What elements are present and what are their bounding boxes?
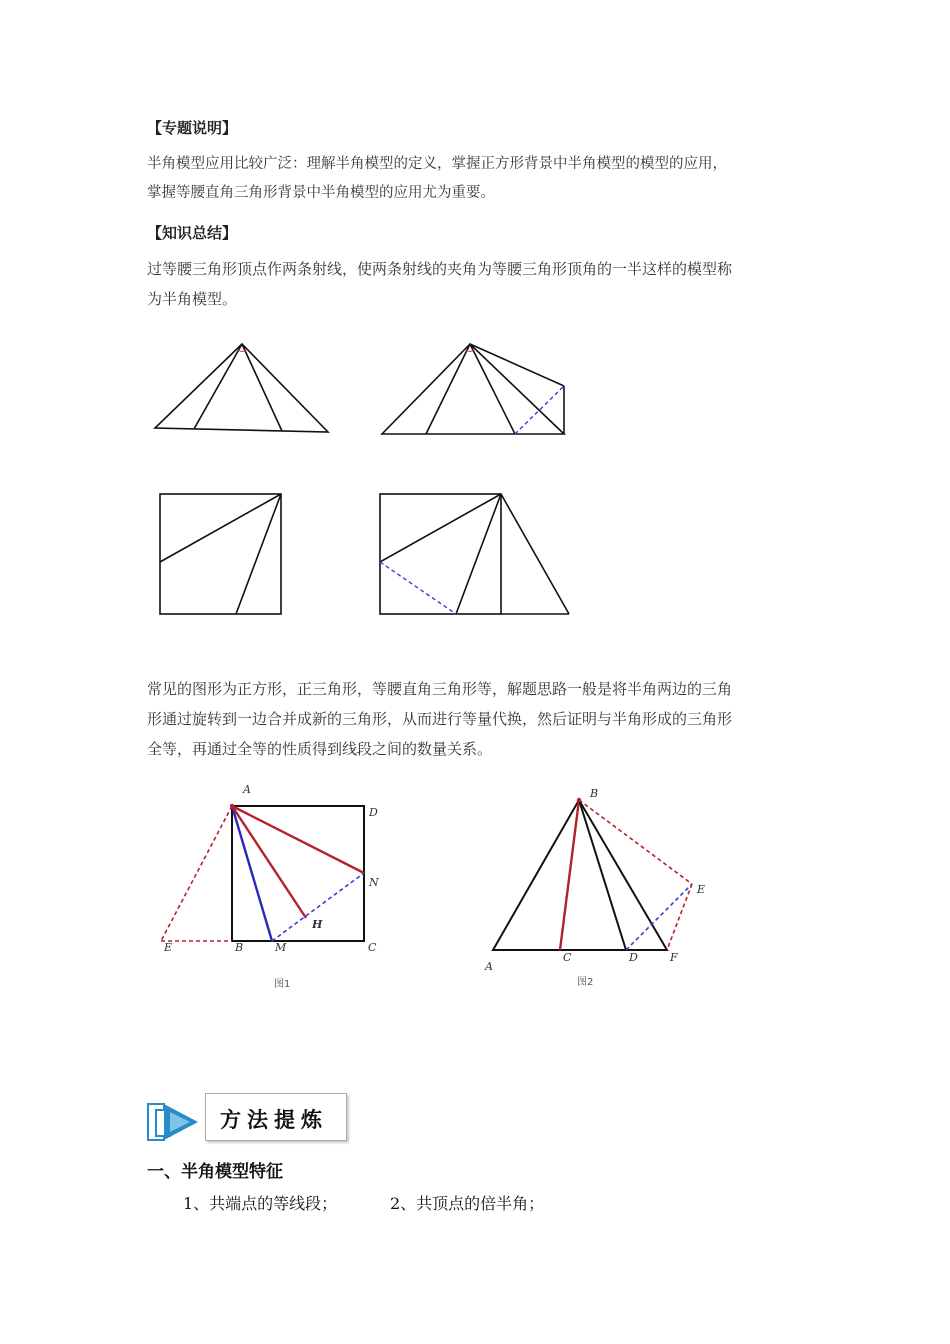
fig2-point-B: [577, 798, 581, 802]
fig2-triangle: [493, 800, 667, 950]
section1-item1: 1、共端点的等线段；: [183, 1194, 338, 1213]
fig1-label-D: D: [369, 806, 378, 819]
fig2-label-A: A: [485, 960, 493, 973]
method-arrow-icon: [146, 1100, 202, 1144]
fig1-caption: 图1: [274, 979, 291, 990]
fig2-segment-EF: [667, 884, 692, 950]
section1-title: 一、半角模型特征: [147, 1162, 283, 1182]
fig1-label-C: C: [368, 941, 377, 954]
fig1-label-M: M: [275, 941, 287, 954]
fig2-segment-BE: [579, 800, 692, 884]
section1-item2: 2、共顶点的倍半角；: [390, 1194, 545, 1213]
common-text-line3: 全等，再通过全等的性质得到线段之间的数量关系。: [147, 740, 493, 758]
common-text-line1: 常见的图形为正方形，正三角形，等腰直角三角形等，解题思路一般是将半角两边的三角: [147, 680, 733, 698]
summary-text-line2: 为半角模型。: [147, 290, 238, 308]
intro-heading: 【专题说明】: [147, 119, 238, 137]
intro-text-line2: 掌握等腰直角三角形背景中半角模型的应用尤为重要。: [147, 185, 495, 201]
fig2-label-F: F: [670, 951, 678, 964]
fig1-label-B: B: [235, 941, 244, 954]
fig2-segment-DE: [626, 884, 692, 950]
fig2-segment-BD: [579, 800, 626, 950]
summary-heading: 【知识总结】: [147, 224, 238, 242]
fig1-label-E: E: [164, 941, 173, 954]
fig1-label-H: H: [312, 918, 323, 931]
fig2-caption: 图2: [577, 977, 594, 988]
fig1-label-A: A: [243, 783, 251, 796]
common-text-line2: 形通过旋转到一边合并成新的三角形，从而进行等量代换，然后证明与半角形成的三角形: [147, 710, 733, 728]
method-title-box: [205, 1093, 347, 1141]
fig2-segment-BC: [560, 800, 579, 950]
fig2-label-C: C: [563, 951, 572, 964]
fig2-label-B: B: [590, 787, 599, 800]
summary-text-line1: 过等腰三角形顶点作两条射线，使两条射线的夹角为等腰三角形顶角的一半这样的模型称: [147, 260, 733, 278]
intro-text-line1: 半角模型应用比较广泛：理解半角模型的定义，掌握正方形背景中半角模型的模型的应用，: [147, 156, 727, 172]
fig1-label-N: N: [369, 876, 379, 889]
fig2-label-E: E: [697, 883, 706, 896]
method-title: 方法提炼: [220, 1107, 328, 1132]
fig2-label-D: D: [629, 951, 638, 964]
